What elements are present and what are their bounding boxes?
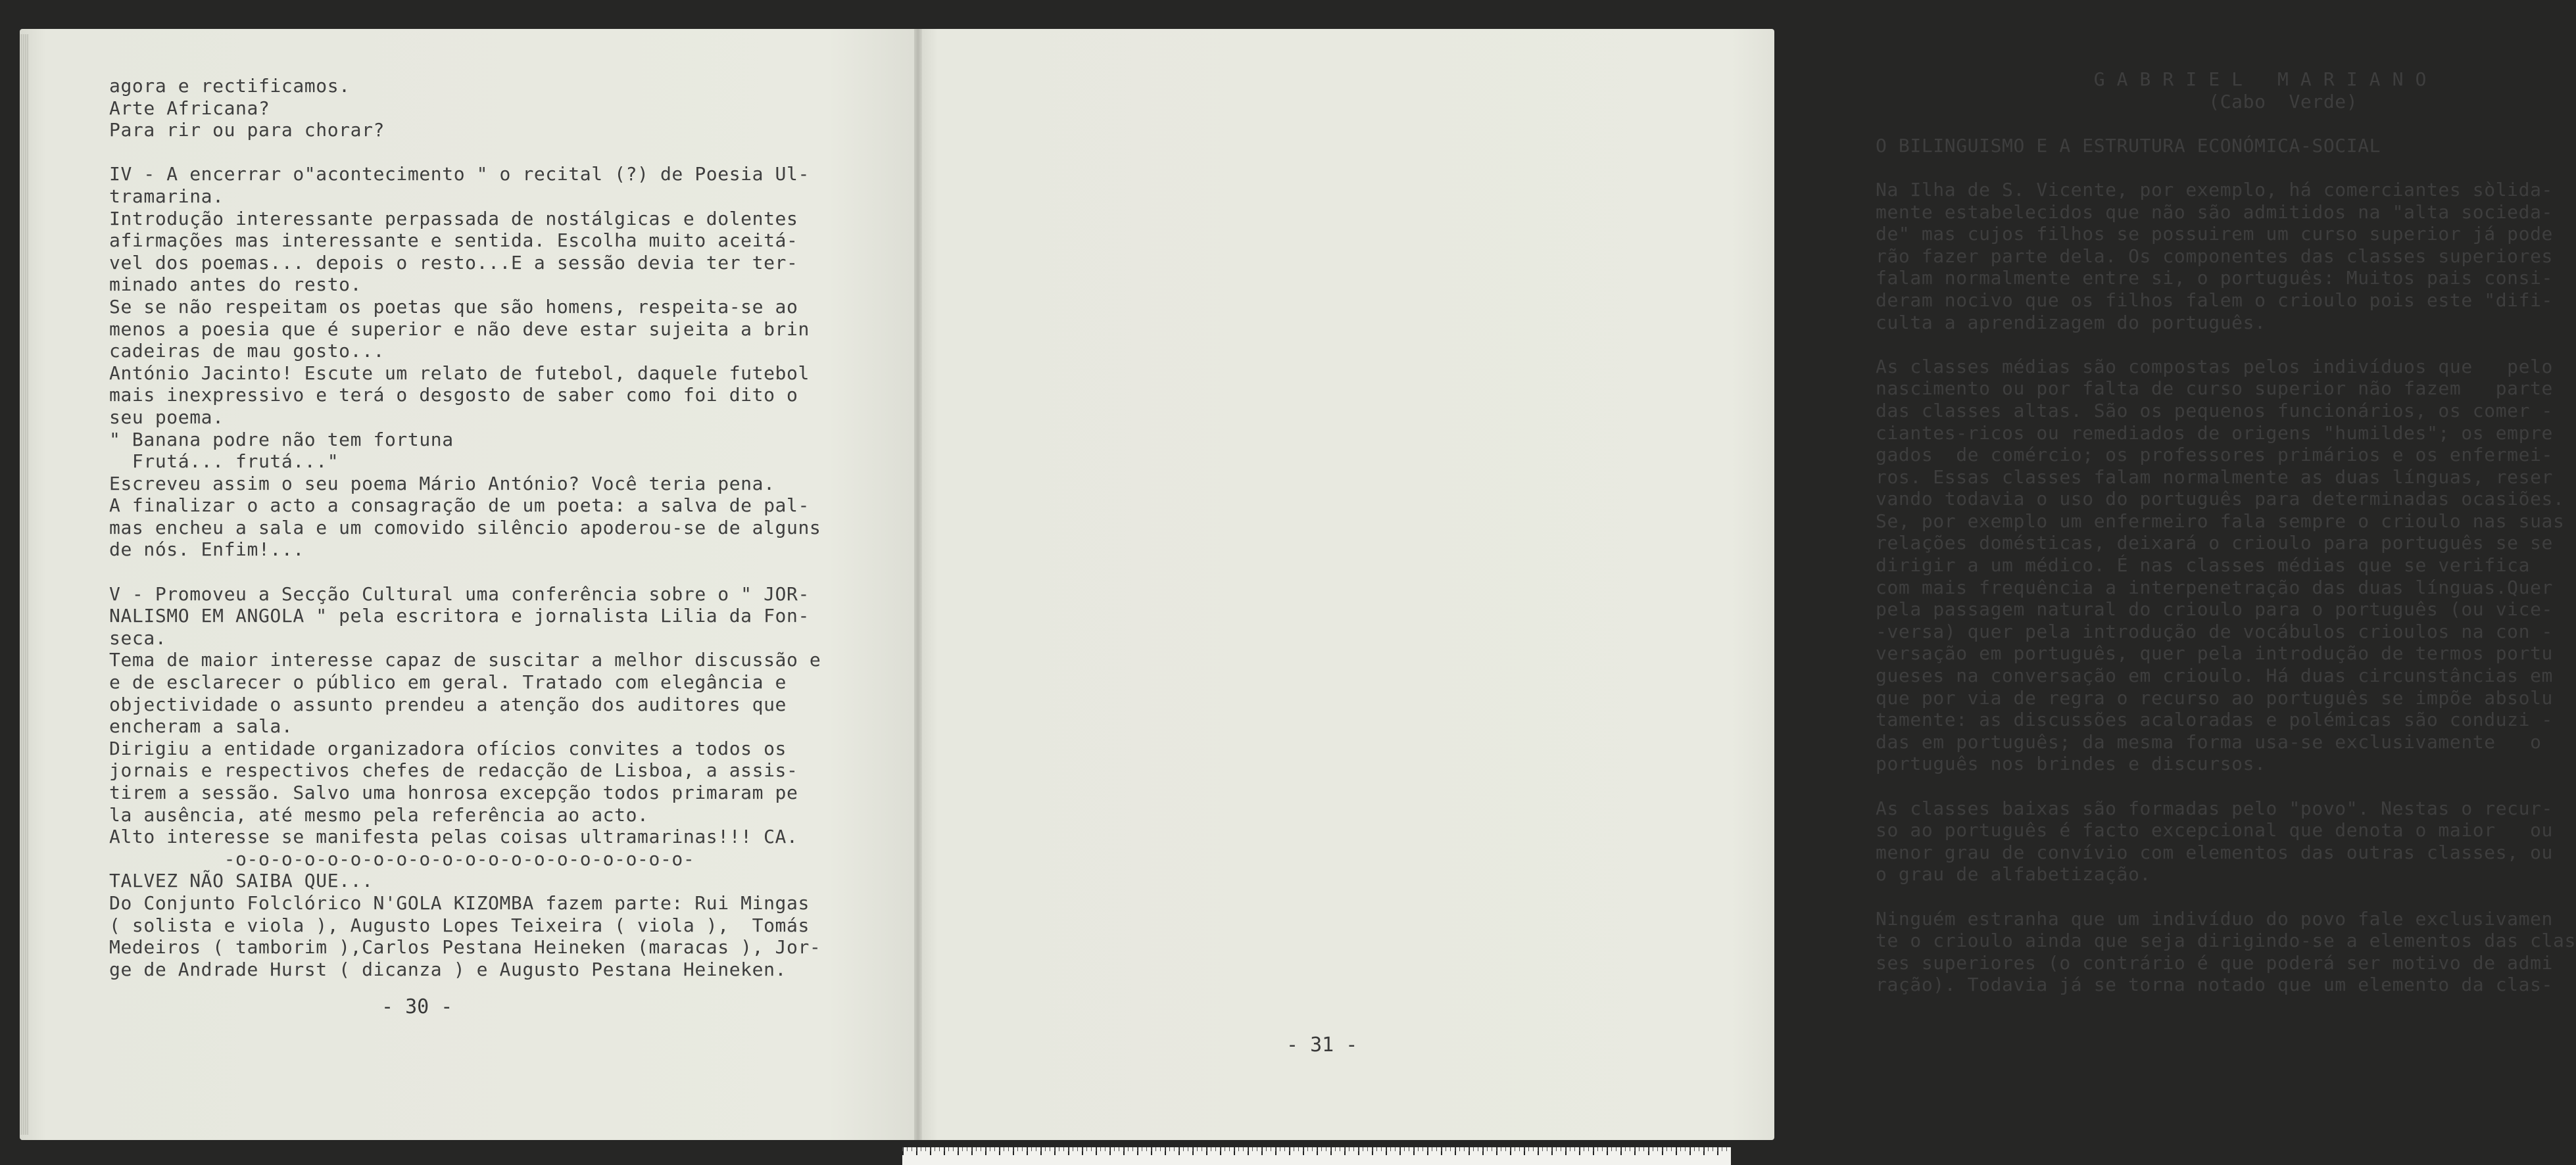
text-line: deram nocivo que os filhos falem o crioulo pois este "difi-	[1876, 289, 2553, 311]
text-line: mais inexpressivo e terá o desgosto de saber como foi dito o	[109, 384, 798, 406]
left-page	[20, 29, 918, 1140]
text-line: dirigir a um médico. É nas classes médias que se verifica	[1876, 554, 2531, 577]
text-line: Alto interesse se manifesta pelas coisas ultramarinas!!! CA.	[109, 826, 798, 848]
text-line: (Cabo Verde)	[1876, 90, 2358, 112]
text-line: IV - A encerrar o"acontecimento " o recital (?) de Poesia Ul-	[109, 163, 810, 185]
text-line: As classes baixas são formadas pelo "povo". Nestas o recur-	[1876, 797, 2553, 819]
text-line: Dirigiu a entidade organizadora ofícios convites a todos os	[109, 737, 787, 759]
text-line: O BILINGUISMO E A ESTRUTURA ECONÓMICA-SOCIAL	[1876, 134, 2381, 156]
text-line: ses superiores (o contrário é que poderá ser motivo de admi	[1876, 951, 2553, 974]
text-line: seca.	[109, 627, 167, 649]
text-line: rão fazer parte dela. Os componentes das classes superiores	[1876, 245, 2553, 267]
text-line: ( solista e viola ), Augusto Lopes Teixeira ( viola ), Tomás	[109, 914, 810, 936]
text-line: Para rir ou para chorar?	[109, 119, 385, 141]
right-page-text	[1876, 68, 2576, 996]
text-line: versação em português, quer pela introdução de termos portu	[1876, 642, 2553, 665]
text-line: Se, por exemplo um enfermeiro fala sempre o crioulo nas suas	[1876, 510, 2565, 532]
text-line: com mais frequência a interpenetração das duas línguas.Quer	[1876, 576, 2553, 598]
text-line	[109, 141, 821, 164]
text-line	[1876, 775, 2576, 797]
text-line: pela passagem natural do crioulo para o português (ou vice-	[1876, 598, 2553, 621]
text-line: vel dos poemas... depois o resto...E a sessão devia ter ter-	[109, 251, 798, 273]
text-line: o grau de alfabetização.	[1876, 863, 2151, 886]
text-line: V - Promoveu a Secção Cultural uma conferência sobre o " JOR-	[109, 582, 810, 605]
text-line: tramarina.	[109, 185, 224, 207]
text-line: cadeiras de mau gosto...	[109, 340, 385, 362]
right-page	[918, 29, 2576, 1140]
text-line: so ao português é facto excepcional que denota o maior ou	[1876, 819, 2553, 842]
page-number-right: - 31 -	[1286, 1034, 1358, 1057]
text-line: objectividade o assunto prendeu a atenção dos auditores que	[109, 693, 787, 715]
text-line: relações domésticas, deixará o crioulo para português se se	[1876, 532, 2553, 554]
text-line: A finalizar o acto a consagração de um poeta: a salva de pal-	[109, 494, 810, 517]
text-line: ciantes-ricos ou remediados de origens "humildes"; os empre	[1876, 421, 2553, 444]
text-line: afirmações mas interessante e sentida. Escolha muito aceitá-	[109, 229, 798, 252]
text-line: Se se não respeitam os poetas que são homens, respeita-se ao	[109, 295, 798, 318]
text-line: mas encheu a sala e um comovido silêncio apoderou-se de alguns	[109, 516, 821, 538]
text-line: culta a aprendizagem do português.	[1876, 311, 2266, 333]
text-line: minado antes do resto.	[109, 273, 362, 296]
text-line: de nós. Enfim!...	[109, 538, 304, 561]
text-line: das em português; da mesma forma usa-se exclusivamente o	[1876, 730, 2542, 753]
text-line	[1876, 886, 2576, 908]
text-line: mente estabelecidos que não são admitidos na "alta socieda-	[1876, 201, 2553, 223]
text-line	[109, 561, 821, 583]
text-line: António Jacinto! Escute um relato de futebol, daquele futebol	[109, 362, 810, 384]
text-line: ros. Essas classes falam normalmente as duas línguas, reser	[1876, 465, 2553, 488]
text-line: gados de comércio; os professores primários e os enfermei-	[1876, 444, 2553, 466]
text-line	[1876, 112, 2576, 135]
text-line: falam normalmente entre si, o português: Muitos pais consi-	[1876, 267, 2553, 289]
text-line: seu poema.	[109, 406, 224, 428]
text-line: Tema de maior interesse capaz de suscitar a melhor discussão e	[109, 649, 821, 671]
text-line	[1876, 333, 2576, 356]
text-line: e de esclarecer o público em geral. Tratado com elegância e	[109, 671, 787, 694]
text-line: Do Conjunto Folclórico N'GOLA KIZOMBA fazem parte: Rui Mingas	[109, 892, 810, 914]
text-line: ração). Todavia já se torna notado que um elemento da clas-	[1876, 974, 2553, 996]
page-edge	[20, 34, 29, 1135]
text-line: gueses na conversação em crioulo. Há duas circunstâncias em	[1876, 665, 2553, 687]
text-line: Medeiros ( tamborim ),Carlos Pestana Heineken (maracas ), Jor-	[109, 936, 821, 959]
text-line: nascimento ou por falta de curso superior não fazem parte	[1876, 377, 2553, 400]
text-line: Na Ilha de S. Vicente, por exemplo, há comerciantes sòlida-	[1876, 178, 2553, 201]
text-line	[1876, 156, 2576, 179]
text-line: jornais e respectivos chefes de redacção de Lisboa, a assis-	[109, 759, 798, 782]
left-page-text	[109, 75, 821, 980]
text-line: Escreveu assim o seu poema Mário António? Você teria pena.	[109, 472, 775, 494]
text-line: menos a poesia que é superior e não deve estar sujeita a brin	[109, 318, 810, 340]
text-line: te o crioulo ainda que seja dirigindo-se a elementos das clas	[1876, 930, 2576, 952]
text-line: Ninguém estranha que um indivíduo do povo fale exclusivamen	[1876, 907, 2553, 930]
text-line: NALISMO EM ANGOLA " pela escritora e jornalista Lilia da Fon-	[109, 605, 810, 627]
text-line: TALVEZ NÃO SAIBA QUE...	[109, 870, 374, 892]
text-line: " Banana podre não tem fortuna	[109, 428, 454, 450]
text-line: português nos brindes e discursos.	[1876, 753, 2266, 775]
text-line: -o-o-o-o-o-o-o-o-o-o-o-o-o-o-o-o-o-o-o-o-	[109, 847, 695, 870]
text-line: tirem a sessão. Salvo uma honrosa excepção todos primaram pe	[109, 782, 798, 803]
text-line: As classes médias são compostas pelos indivíduos que pelo	[1876, 355, 2553, 377]
text-line: Introdução interessante perpassada de nostálgicas e dolentes	[109, 207, 798, 229]
text-line: agora e rectificamos.	[109, 75, 351, 97]
page-number-left: - 30 -	[381, 995, 453, 1018]
text-line: das classes altas. São os pequenos funcionários, os comer -	[1876, 399, 2553, 421]
text-line: encheram a sala.	[109, 715, 293, 738]
text-line: tamente: as discussões acaloradas e polémicas são conduzi -	[1876, 709, 2553, 731]
ruler-ticks-fine	[902, 1147, 1731, 1151]
text-line: menor grau de convívio com elementos das outras classes, ou	[1876, 841, 2553, 863]
text-line: ge de Andrade Hurst ( dicanza ) e Augusto Pestana Heineken.	[109, 958, 787, 980]
text-line: que por via de regra o recurso ao português se impõe absolu	[1876, 686, 2553, 709]
text-line: la ausência, até mesmo pela referência ao acto.	[109, 803, 649, 826]
text-line: -versa) quer pela introdução de vocábulos crioulos na con -	[1876, 620, 2553, 642]
text-line: vando todavia o uso do português para determinadas ocasiões.	[1876, 488, 2565, 510]
scale-ruler	[902, 1147, 1731, 1165]
text-line: Frutá... frutá..."	[109, 450, 339, 473]
text-line: de" mas cujos filhos se possuirem um curso superior já pode	[1876, 223, 2553, 245]
open-book	[20, 29, 2576, 1140]
text-line: Arte Africana?	[109, 97, 270, 119]
book-gutter	[914, 29, 922, 1140]
text-line: G A B R I E L M A R I A N O	[1876, 68, 2427, 90]
